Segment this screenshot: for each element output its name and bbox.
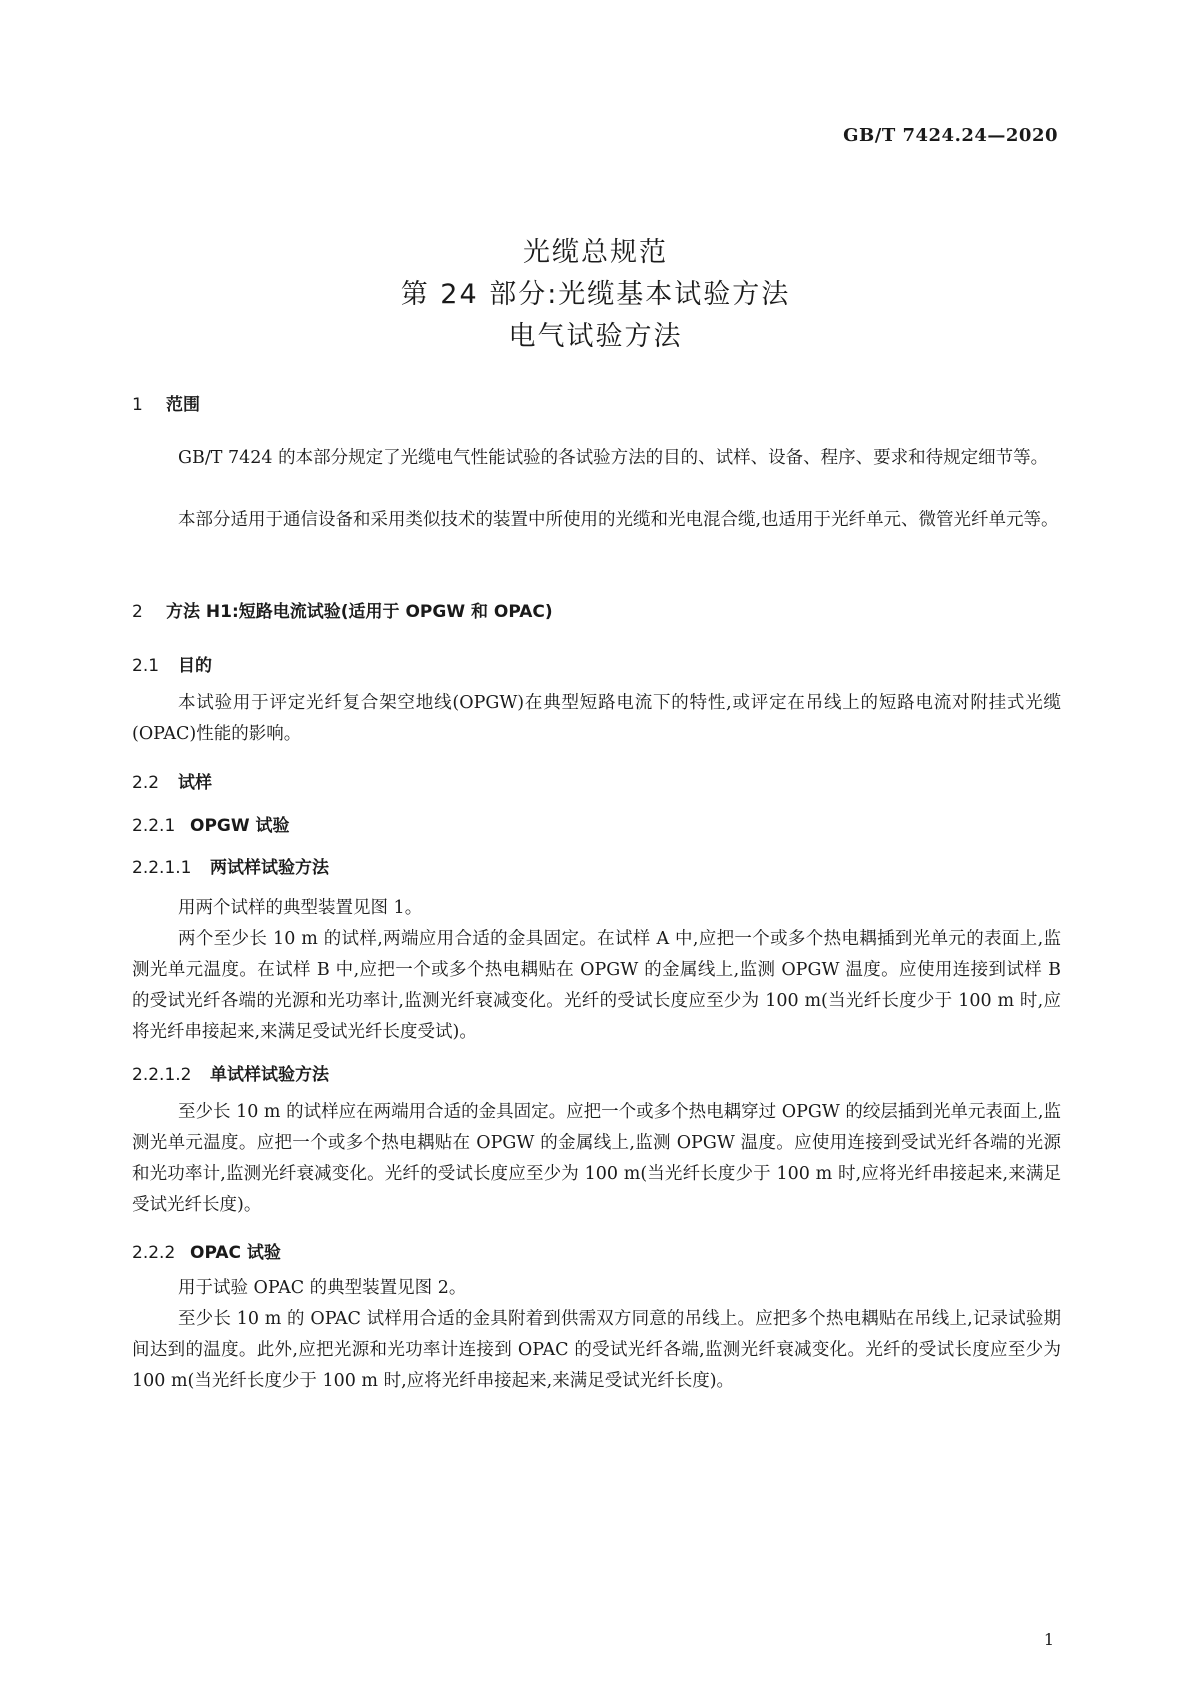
section-2-heading — [132, 597, 553, 622]
section-title: OPGW 试验 — [190, 816, 290, 836]
paragraph: 本部分适用于通信设备和采用类似技术的装置中所使用的光缆和光电混合缆,也适用于光纤单元、微管光纤单元等。 — [178, 510, 1059, 530]
page-number: 1 — [1043, 1630, 1054, 1649]
paragraph: 至少长 10 m 的试样应在两端用合适的金具固定。应把一个或多个热电耦穿过 OPGW 的绞层插到光单元表面上,监测光单元温度。应把一个或多个热电耦贴在 OPGW 的金属线上,监测 OPGW 温度。应使用连接到受试光纤各端的光源和光功率计,监测光纤衰减变化。光纤的受试长度应至少为 100 m(当光纤长度少于 100 m 时,应将光纤串接起来,来满足受试光纤长度)。 — [132, 1102, 1061, 1215]
section-number: 2.2 — [132, 773, 160, 793]
section-title: 两试样试验方法 — [210, 858, 329, 878]
section-title: 单试样试验方法 — [210, 1065, 329, 1085]
paragraph: 本试验用于评定光纤复合架空地线(OPGW)在典型短路电流下的特性,或评定在吊线上的短路电流对附挂式光缆(OPAC)性能的影响。 — [132, 693, 1061, 744]
section-number: 2.2.2 — [132, 1243, 176, 1263]
paragraph: 至少长 10 m 的 OPAC 试样用合适的金具附着到供需双方同意的吊线上。应把多个热电耦贴在吊线上,记录试验期间达到的温度。此外,应把光源和光功率计连接到 OPAC 的受试光纤各端,监测光纤衰减变化。光纤的受试长度应至少为 100 m(当光纤长度少于 100 m 时,应将光纤串接起来,来满足受试光纤长度)。 — [132, 1309, 1061, 1391]
section-2-2-2-heading — [132, 1238, 281, 1263]
title-line-1: 光缆总规范 — [523, 237, 668, 268]
section-number: 2.2.1.1 — [132, 858, 192, 878]
section-number: 1 — [132, 395, 143, 415]
section-2-2-1-2-heading — [132, 1060, 329, 1085]
section-title: 目的 — [178, 656, 212, 676]
section-number: 2.1 — [132, 656, 160, 676]
section-2-2-1-heading — [132, 811, 290, 836]
section-title: OPAC 试验 — [190, 1243, 281, 1263]
section-2-1-heading — [132, 651, 212, 676]
section-number: 2 — [132, 602, 143, 622]
section-number: 2.2.1 — [132, 816, 176, 836]
section-2-2-heading — [132, 768, 212, 793]
paragraph: 两个至少长 10 m 的试样,两端应用合适的金具固定。在试样 A 中,应把一个或多个热电耦插到光单元的表面上,监测光单元温度。在试样 B 中,应把一个或多个热电耦贴在 OPGW 的金属线上,监测 OPGW 温度。应使用连接到试样 B 的受试光纤各端的光源和光功率计,监测光纤衰减变化。光纤的受试长度应至少为 100 m(当光纤长度少于 100 m 时,应将光纤串接起来,来满足受试光纤长度受试)。 — [132, 929, 1061, 1042]
paragraph: 用两个试样的典型装置见图 1。 — [178, 898, 423, 918]
section-title: 方法 H1:短路电流试验(适用于 OPGW 和 OPAC) — [166, 602, 553, 622]
paragraph: GB/T 7424 的本部分规定了光缆电气性能试验的各试验方法的目的、试样、设备、程序、要求和待规定细节等。 — [178, 448, 1049, 468]
standard-number: GB/T 7424.24—2020 — [843, 125, 1058, 146]
title-line-2: 第 24 部分:光缆基本试验方法 — [400, 279, 791, 310]
section-1-heading — [132, 390, 200, 415]
section-number: 2.2.1.2 — [132, 1065, 192, 1085]
paragraph: 用于试验 OPAC 的典型装置见图 2。 — [178, 1278, 467, 1298]
title-line-3: 电气试验方法 — [508, 321, 683, 352]
section-2-2-1-1-heading — [132, 853, 329, 878]
section-title: 范围 — [166, 395, 200, 415]
section-title: 试样 — [178, 773, 212, 793]
